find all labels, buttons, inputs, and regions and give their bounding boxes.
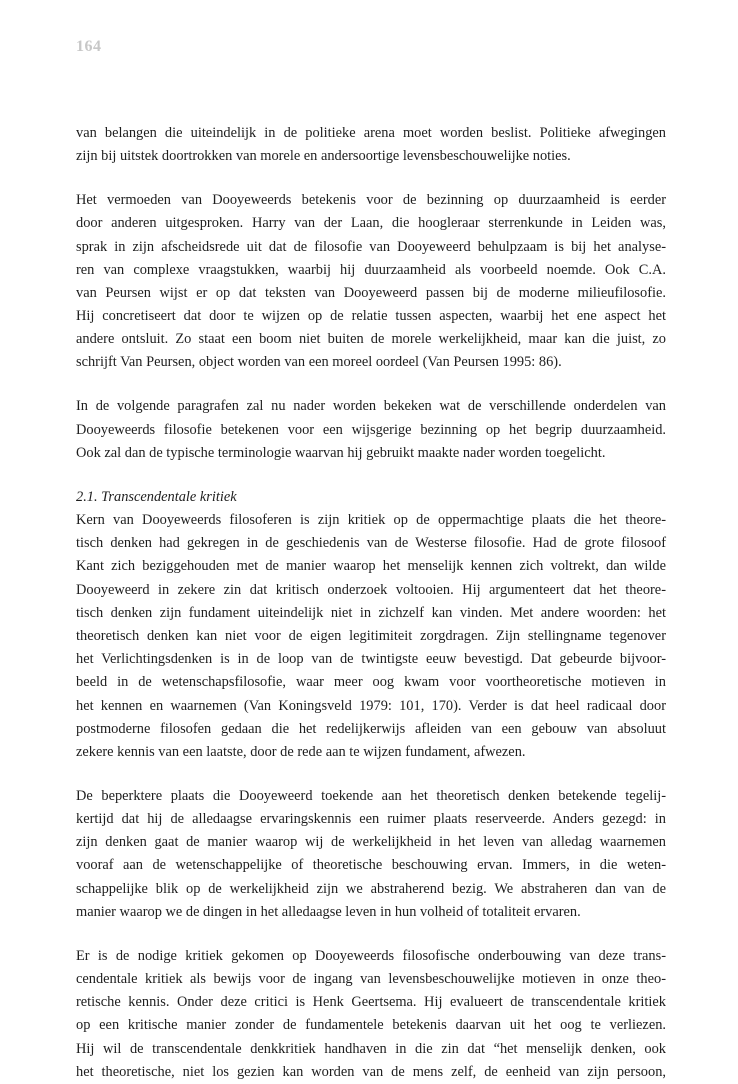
text-line: Hij concretiseert dat door te wijzen op de relatie tussen aspecten, waarbij het ene aspect het: [76, 308, 666, 325]
text-line: Dooyeweerds filosofie betekenen voor een wijsgerige bezinning op het begrip duurzaamheid.: [76, 421, 666, 438]
text-line: beeld in de wetenschapsfilosofie, waar meer oog kwam voor voortheoretische motieven in: [76, 674, 666, 691]
page-number: 164: [76, 38, 102, 55]
text-line: andere ontsluit. Zo staat een boom niet buiten de morele werkelijkheid, maar kan die juist, zo: [76, 331, 666, 348]
text-line: postmoderne filosofen gedaan die het redelijkerwijs afleiden van een gebouw van absoluut: [76, 720, 666, 737]
text-line: zijn denken gaat de manier waarop wij de werkelijkheid in het leven van alledag waarnemen: [76, 834, 666, 851]
text-line: op een kritische manier zonder de fundamentele betekenis daarvan uit het oog te verliezen.: [76, 1017, 666, 1034]
text-line: zekere kennis van een laatste, door de rede aan te wijzen fundament, afwezen.: [76, 743, 526, 760]
paragraph-4: [76, 509, 666, 764]
text-line: kertijd dat hij de alledaagse ervaringskennis een ruimer plaats reserveerde. Anders gezegd: in: [76, 811, 666, 828]
body-text: [76, 122, 666, 1084]
text-line: De beperktere plaats die Dooyeweerd toekende aan het theoretisch denken betekende tegelij-: [76, 787, 666, 804]
paragraph-2: [76, 189, 666, 375]
text-line: het kennen en waarnemen (Van Koningsveld 1979: 101, 170). Verder is dat heel radicaal door: [76, 697, 666, 714]
text-line: cendentale kritiek als bewijs voor de ingang van levensbeschouwelijke motieven in onze theo-: [76, 970, 666, 987]
text-line: Kern van Dooyeweerds filosoferen is zijn kritiek op de oppermachtige plaats die het theore-: [76, 512, 666, 529]
text-line: Kant zich beziggehouden met de manier waarop het menselijk kennen zich voltrekt, dan wilde: [76, 558, 666, 575]
text-line: tisch denken zijn fundament uiteindelijk niet in zichzelf kan vinden. Met andere woorden: het: [76, 604, 666, 621]
text-line: theoretisch denken kan niet voor de eigen legitimiteit zorgdragen. Zijn stellingname tegenover: [76, 627, 666, 644]
text-line: Er is de nodige kritiek gekomen op Dooyeweerds filosofische onderbouwing van deze trans-: [76, 947, 666, 964]
paragraph-3: [76, 395, 666, 465]
paragraph-1: [76, 122, 666, 168]
text-line: van belangen die uiteindelijk in de politieke arena moet worden beslist. Politieke afwegingen: [76, 125, 666, 141]
text-line: In de volgende paragrafen zal nu nader worden bekeken wat de verschillende onderdelen van: [76, 398, 666, 415]
text-line: het Verlichtingsdenken is in de loop van de twintigste eeuw bevestigd. Dat gebeurde bijvoor-: [76, 651, 666, 668]
text-line: Ook zal dan de typische terminologie waarvan hij gebruikt maakte nader worden toegelicht.: [76, 444, 606, 461]
text-line: retische kennis. Onder deze critici is Henk Geertsema. Hij evalueert de transcendentale kritiek: [76, 994, 666, 1011]
text-line: zijn bij uitstek doortrokken van morele en andersoortige levensbeschouwelijke noties.: [76, 148, 571, 165]
text-line: Het vermoeden van Dooyeweerds betekenis voor de bezinning op duurzaamheid is eerder: [76, 192, 666, 209]
paragraph-5: [76, 785, 666, 924]
text-line: manier waarop we de dingen in het alledaagse leven in hun volheid of totaliteit ervaren.: [76, 903, 581, 920]
text-line: vooraf aan de wetenschappelijke of theoretische beschouwing ervan. Immers, in die weten-: [76, 857, 666, 874]
text-line: sprak in zijn afscheidsrede uit dat de filosofie van Dooyeweerd behulpzaam is bij het analyse-: [76, 238, 666, 255]
text-line: schrijft Van Peursen, object worden van een moreel oordeel (Van Peursen 1995: 86).: [76, 354, 562, 371]
text-line: Hij wil de transcendentale denkkritiek handhaven in die zin dat “het menselijk denken, ook: [76, 1040, 666, 1057]
paragraph-6: [76, 945, 666, 1084]
text-line: door anderen uitgesproken. Harry van der Laan, die hoogleraar sterrenkunde in Leiden was,: [76, 215, 666, 232]
text-line: van Peursen wijst er op dat teksten van Dooyeweerd passen bij de moderne milieufilosofie.: [76, 284, 666, 301]
section-heading: 2.1. Transcendentale kritiek: [76, 488, 237, 505]
text-line: tisch denken had gekregen in de geschiedenis van de Westerse filosofie. Had de grote filosoof: [76, 535, 666, 552]
text-line: ren van complexe vraagstukken, waarbij hij duurzaamheid als voorbeeld noemde. Ook C.A.: [76, 261, 666, 278]
text-line: het theoretische, niet los gezien kan worden van de mens zelf, de eenheid van zijn persoon,: [76, 1063, 666, 1080]
text-line: schappelijke blik op de werkelijkheid zijn we abstraherend bezig. We abstraheren dan van de: [76, 880, 666, 897]
text-line: Dooyeweerd in zekere zin dat kritisch onderzoek voltooien. Hij argumenteert dat het theore-: [76, 581, 666, 598]
